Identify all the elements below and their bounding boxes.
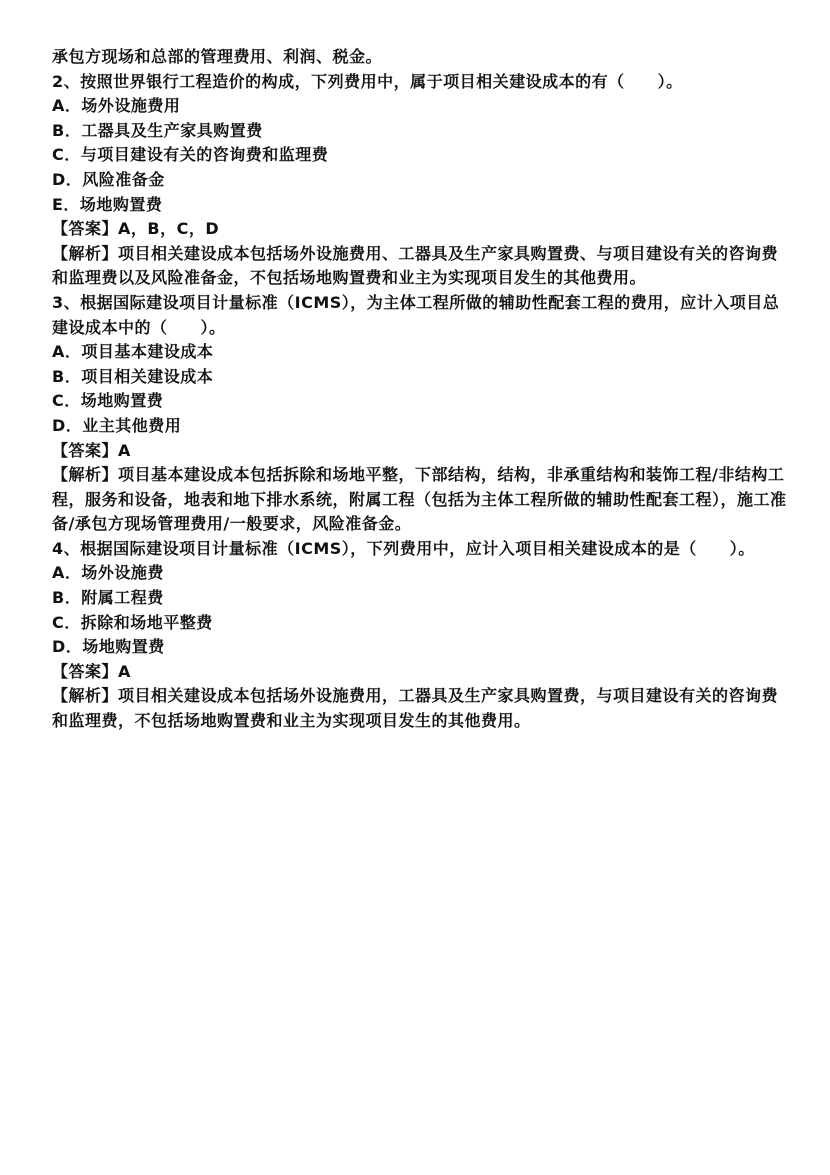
question-stem: 2、按照世界银行工程造价的构成，下列费用中，属于项目相关建设成本的有（ ）。: [52, 71, 683, 91]
option: B．工器具及生产家具购置费: [52, 120, 263, 140]
option: B．项目相关建设成本: [52, 366, 214, 386]
option: E．场地购置费: [52, 194, 163, 214]
option: A．场外设施费用: [52, 96, 181, 116]
answer: 【答案】A: [52, 661, 131, 681]
option: A．项目基本建设成本: [52, 342, 214, 362]
analysis: 【解析】项目相关建设成本包括场外设施费用，工器具及生产家具购置费，与项目建设有关的咨询费和监理费，不包括场地购置费和业主为实现项目发生的其他费用。: [52, 686, 779, 731]
intro-tail: 承包方现场和总部的管理费用、利润、税金。: [52, 47, 383, 66]
answer: 【答案】A，B，C，D: [52, 219, 220, 239]
analysis: 【解析】项目基本建设成本包括拆除和场地平整，下部结构，结构，非承重结构和装饰工程/非结构工程，服务和设备，地表和地下排水系统，附属工程（包括为主体工程所做的辅助性配套工程），施工准备/承包方现场管理费用/一般要求，风险准备金。: [52, 465, 787, 534]
option: D．风险准备金: [52, 169, 165, 189]
question-block: [52, 70, 792, 291]
option: C．场地购置费: [52, 391, 164, 411]
option: B．附属工程费: [52, 588, 164, 608]
option: D．业主其他费用: [52, 415, 182, 435]
analysis: 【解析】项目相关建设成本包括场外设施费用、工器具及生产家具购置费、与项目建设有关的咨询费和监理费以及风险准备金，不包括场地购置费和业主为实现项目发生的其他费用。: [52, 243, 779, 288]
option: D．场地购置费: [52, 637, 165, 657]
document-page: [52, 45, 792, 734]
question-stem: 4、根据国际建设项目计量标准（ICMS），下列费用中，应计入项目相关建设成本的是（ ）。: [52, 538, 755, 558]
option: C．拆除和场地平整费: [52, 612, 213, 632]
answer: 【答案】A: [52, 440, 131, 460]
option: A．场外设施费: [52, 563, 164, 583]
question-block: [52, 537, 792, 734]
question-block: [52, 291, 792, 537]
option: C．与项目建设有关的咨询费和监理费: [52, 145, 329, 165]
question-stem: 3、根据国际建设项目计量标准（ICMS），为主体工程所做的辅助性配套工程的费用，应计入项目总建设成本中的（ ）。: [52, 292, 780, 337]
